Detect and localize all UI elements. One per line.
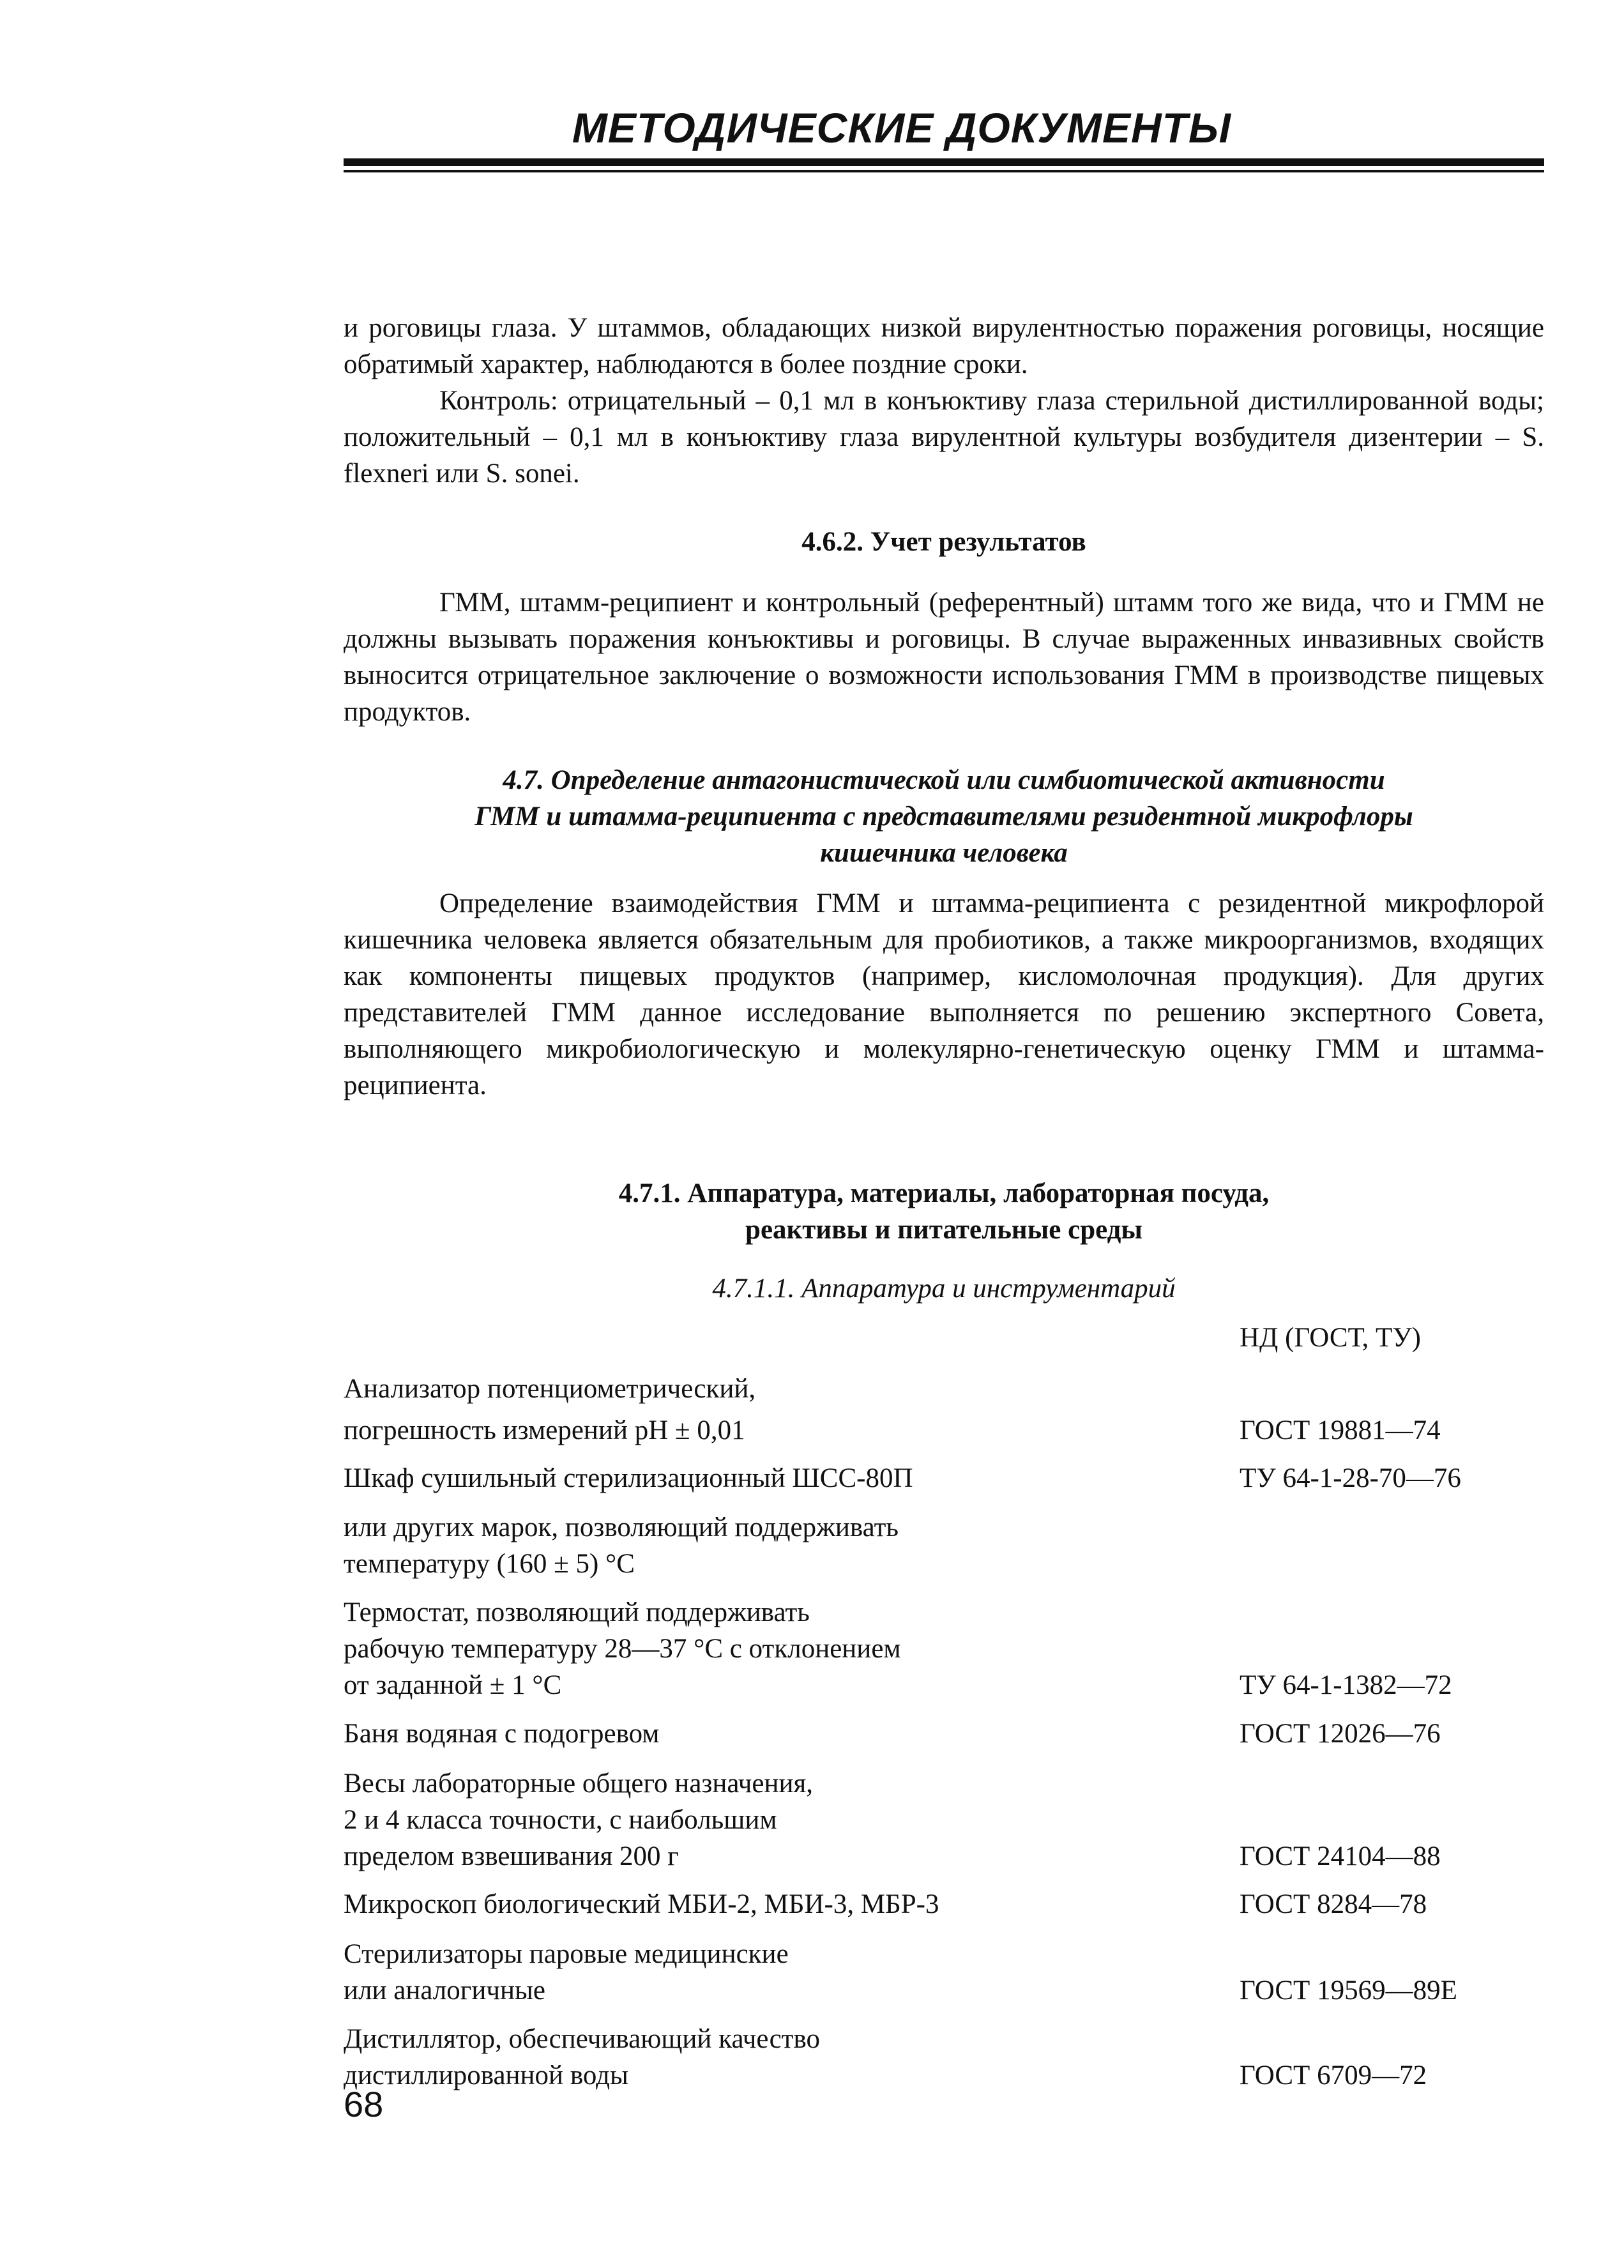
equipment-name [344, 1594, 1072, 1703]
equipment-name-line: рабочую температуру 28—37 °С с отклонением [344, 1634, 901, 1664]
heading-4-7-1 [344, 1175, 1544, 1248]
heading-4-7-line-1: 4.7. Определение антагонистической или симбиотической активности [503, 765, 1385, 795]
equipment-name [344, 1509, 1072, 1582]
header-rule-thick [344, 158, 1544, 166]
document-page [344, 102, 1544, 2090]
equipment-name [344, 1936, 1072, 2009]
paragraph-control: Контроль: отрицательный – 0,1 мл в конъюктиву глаза стерильной дистиллированной воды; положительный – 0,1 мл в конъюктиву глаза вирулентной культуры возбудителя дизентерии – S. flexneri или S. sonei. [344, 386, 1544, 489]
standard-code: ГОСТ 24104—88 [1240, 1841, 1441, 1871]
table-header-standards: НД (ГОСТ, ТУ) [1240, 1323, 1421, 1353]
equipment-name-line: или аналогичные [344, 1975, 546, 2005]
standard-code: ТУ 64-1-28-70—76 [1240, 1463, 1461, 1493]
equipment-name-line: температуру (160 ± 5) °С [344, 1549, 635, 1579]
equipment-name-line: Весы лабораторные общего назначения, [344, 1769, 814, 1799]
page-number: 68 [344, 2084, 384, 2124]
equipment-name-line: погрешность измерений pH ± 0,01 [344, 1415, 745, 1445]
equipment-name-line: пределом взвешивания 200 г [344, 1841, 679, 1871]
heading-4-7-line-2: ГММ и штамма-реципиента с представителями резидентной микрофлоры [474, 802, 1413, 832]
heading-4-7-1-line-2: реактивы и питательные среды [745, 1215, 1142, 1245]
header-rule-thin [344, 170, 1544, 172]
standard-code: ГОСТ 12026—76 [1240, 1719, 1441, 1749]
equipment-name-line: Термостат, позволяющий поддерживать [344, 1597, 810, 1627]
equipment-name [344, 1765, 1072, 1875]
standard-code: ГОСТ 8284—78 [1240, 1889, 1427, 1919]
equipment-name-line: 2 и 4 класса точности, с наибольшим [344, 1805, 777, 1835]
running-header [344, 102, 1544, 172]
standard-code: ГОСТ 19881—74 [1240, 1415, 1441, 1445]
standard-code: ТУ 64-1-1382—72 [1240, 1670, 1452, 1700]
equipment-name [344, 1371, 1072, 1449]
heading-4-7 [344, 762, 1544, 871]
equipment-name-line: Стерилизаторы паровые медицинские [344, 1939, 789, 1969]
equipment-name [344, 1886, 1072, 1922]
equipment-name [344, 1460, 1072, 1496]
heading-4-7-1-1: 4.7.1.1. Аппаратура и инструментарий [712, 1274, 1176, 1304]
paragraph-results: ГММ, штамм-реципиент и контрольный (референтный) штамм того же вида, что и ГММ не должны вызывать поражения конъюктивы и роговицы. В случае выраженных инвазивных свойств выносится отрицательное заключение о возможности использования ГММ в производстве пищевых продуктов. [344, 588, 1544, 727]
equipment-name [344, 2021, 1072, 2094]
equipment-name-line: или других марок, позволяющий поддерживать [344, 1512, 899, 1542]
running-header-title: МЕТОДИЧЕСКИЕ ДОКУМЕНТЫ [572, 104, 1231, 151]
equipment-name-line: от заданной ± 1 °С [344, 1670, 562, 1700]
paragraph-continuation: и роговицы глаза. У штаммов, обладающих низкой вирулентностью поражения роговицы, носящие обратимый характер, наблюдаются в более поздние сроки. [344, 313, 1544, 379]
heading-4-6-2: 4.6.2. Учет результатов [801, 527, 1086, 557]
equipment-name-line: Шкаф сушильный стерилизационный ШСС-80П [344, 1463, 913, 1493]
equipment-name-line: Баня водяная с подогревом [344, 1719, 660, 1749]
heading-4-7-1-line-1: 4.7.1. Аппаратура, материалы, лабораторная посуда, [618, 1178, 1270, 1208]
equipment-name-line: Анализатор потенциометрический, [344, 1374, 756, 1404]
standard-code: ГОСТ 6709—72 [1240, 2060, 1427, 2090]
equipment-table [344, 1307, 1544, 2090]
equipment-name-line: Дистиллятор, обеспечивающий качество [344, 2024, 820, 2054]
equipment-name-line: Микроскоп биологический МБИ-2, МБИ-3, МБР-3 [344, 1889, 939, 1919]
equipment-name [344, 1716, 1072, 1752]
heading-4-7-line-3: кишечника человека [820, 838, 1068, 868]
equipment-name-line: дистиллированной воды [344, 2060, 628, 2090]
paragraph-interaction: Определение взаимодействия ГММ и штамма-реципиента с резидентной микрофлорой кишечника человека является обязательным для пробиотиков, а также микроорганизмов, входящих как компоненты пищевых продуктов (например, кисломолочная продукция). Для других представителей ГММ данное исследование выполняется по решению экспертного Совета, выполняющего микробиологическую и молекулярно-генетическую оценку ГММ и штамма-реципиента. [344, 888, 1544, 1100]
standard-code: ГОСТ 19569—89Е [1240, 1975, 1457, 2005]
